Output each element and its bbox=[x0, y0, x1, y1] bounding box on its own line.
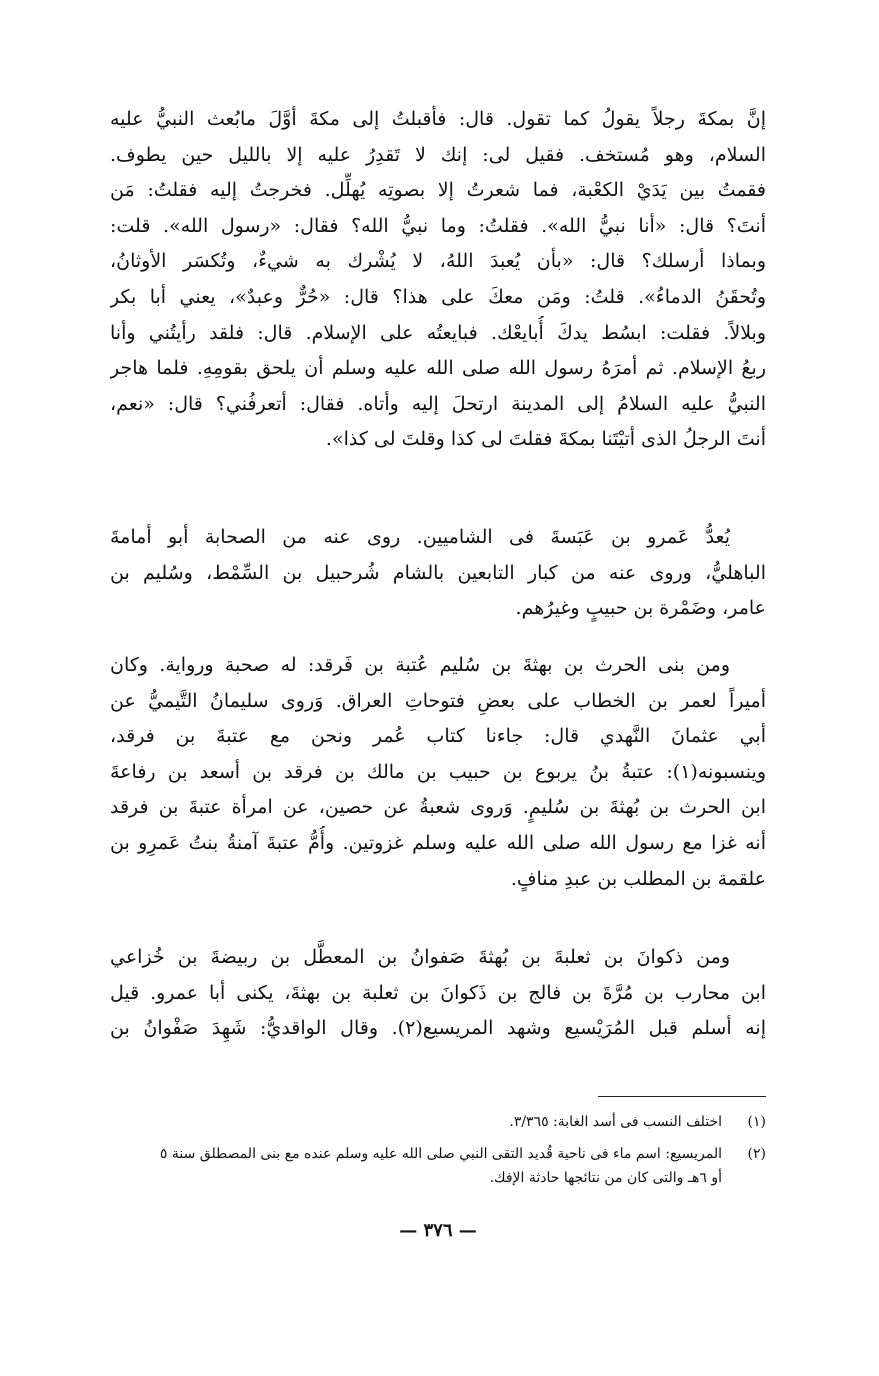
paragraph-1 bbox=[110, 102, 766, 458]
footnote-number: (١) bbox=[747, 1114, 766, 1130]
text-line: يُعدُّ عَمرو بن عَبَسةَ فى الشاميين. روى عنه من الصحابة أبو أمامةَ bbox=[110, 526, 730, 548]
footnote-2 bbox=[110, 1142, 766, 1190]
text-line: ربعُ الإسلام. ثم أمرَهُ رسول الله صلى الله عليه وسلم أن يلحق بقومِهِ. فلما هاجر bbox=[110, 357, 766, 380]
text-line: أنتَ؟ قال: «أنا نبيُّ الله». فقلتُ: وما نبيُّ الله؟ فقال: «رسول الله». قلت: bbox=[110, 214, 766, 237]
text-line: أبي عثمانَ النَّهدي قال: جاءنا كتاب عُمر ونحن مع عتبةَ بن فرقد، bbox=[110, 725, 766, 748]
text-line: وبلالاً. فقلت: ابسُط يدكَ أُبايعْك. فبايعتُه على الإسلام. قال: فلقد رأيتُني وأنا bbox=[110, 321, 766, 344]
footnotes bbox=[110, 1110, 766, 1198]
text-line: أنه غزا مع رسول الله صلى الله عليه وسلم غزوتين. وأُمُّ عتبةَ آمنةُ بنتُ عَمرِو بن bbox=[110, 831, 766, 854]
text-line: ومن بنى الحرث بن بهثةَ بن سُليم عُتبة بن فَرقد: له صحبة ورواية. وكان bbox=[110, 654, 730, 676]
footnote-text bbox=[110, 1142, 722, 1190]
text-line: ومن ذكوانَ بن ثعلبةَ بن بُهثةَ صَفوانُ بن المعطَّل بن ربيضةَ بن خُزاعي bbox=[110, 946, 730, 968]
paragraph-3 bbox=[110, 648, 766, 897]
footnote-line: أو ٦هـ والتى كان من نتائجها حادثة الإفك. bbox=[489, 1170, 722, 1186]
footnote-line: اختلف النسب فى أسد الغابة: ٣/٣٦٥. bbox=[509, 1114, 722, 1130]
text-line: النبيُّ عليه السلامُ إلى المدينة ارتحلَ إليه وأتاه. فقال: أتعرفُني؟ قال: «نعم، bbox=[110, 392, 766, 415]
footnote-1 bbox=[110, 1110, 766, 1134]
text-line: الباهليُّ، وروى عنه من كبار التابعين بالشام شُرحبيل بن السِّمْط، وسُليم بن bbox=[110, 561, 766, 584]
text-line: وينسبونه(١): عتبةُ بنُ يربوع بن حبيب بن مالك بن فرقد بن أسعد بن رفاعةَ bbox=[110, 760, 766, 783]
text-line: أميراً لعمر بن الخطاب على بعضِ فتوحاتِ العراق. وَروى سليمانُ التَّيميُّ عن bbox=[110, 689, 766, 712]
text-line: إنَّ بمكةَ رجلاً يقولُ كما تقول. قال: فأقبلتُ إلى مكةَ أوَّلَ مابُعث النبيُّ عليه bbox=[110, 108, 766, 130]
page-number: — ٣٧٦ — bbox=[399, 1220, 477, 1241]
text-line: السلام، وهو مُستخف. فقيل لى: إنك لا تَقدِرُ عليه إلا بالليل حين يطوف. bbox=[110, 143, 766, 166]
footnote-text bbox=[110, 1110, 722, 1134]
text-line: إنه أسلم قبل المُرَيْسيع وشهد المريسيع(٢). وقال الواقديُّ: شَهِدَ صَفْوانُ بن bbox=[110, 1017, 766, 1040]
text-line: عامر، وضَمْرة بن حبيبٍ وغيرُهم. bbox=[515, 597, 766, 620]
text-line: علقمة بن المطلب بن عبدِ منافٍ. bbox=[510, 867, 766, 890]
text-line: وتُحقَنُ الدماءُ». قلتُ: ومَن معكَ على هذا؟ قال: «حُرٌّ وعبدٌ»، يعني أبا بكر bbox=[110, 285, 766, 308]
footnote-number: (٢) bbox=[747, 1146, 766, 1162]
text-line: أنتَ الرجلُ الذى أتيْتَنا بمكةَ فقلتَ لى كذا وقلتَ لى كذا». bbox=[325, 428, 766, 451]
text-line: وبماذا أرسلك؟ قال: «بأن يُعبدَ اللهُ، لا يُشْرك به شيءٌ، وتُكسَر الأوثانُ، bbox=[110, 250, 766, 273]
footnote-divider bbox=[598, 1096, 766, 1097]
text-line: ابن محارب بن مُرَّةَ بن فالج بن ذَكوانَ بن ثعلبة بن بهثةَ، يكنى أبا عمرو. قيل bbox=[110, 981, 766, 1004]
footnote-line: المريسيع: اسم ماء فى ناحية قُديد التقى النبي صلى الله عليه وسلم عنده مع بنى المصطلق سنة ٥ bbox=[159, 1146, 722, 1162]
paragraph-4 bbox=[110, 940, 766, 1047]
text-line: ابن الحرث بن بُهثةَ بن سُليمٍ. وَروى شعبةُ عن حصين، عن امرأة عتبةَ بن فرقد bbox=[110, 796, 766, 819]
text-line: فقمتُ بين يَدَيْ الكعْبة، فما شعرتُ إلا بصوتِه يُهلِّل. فخرجتُ إليه فقلتُ: مَن bbox=[110, 179, 766, 202]
paragraph-2 bbox=[110, 520, 766, 627]
